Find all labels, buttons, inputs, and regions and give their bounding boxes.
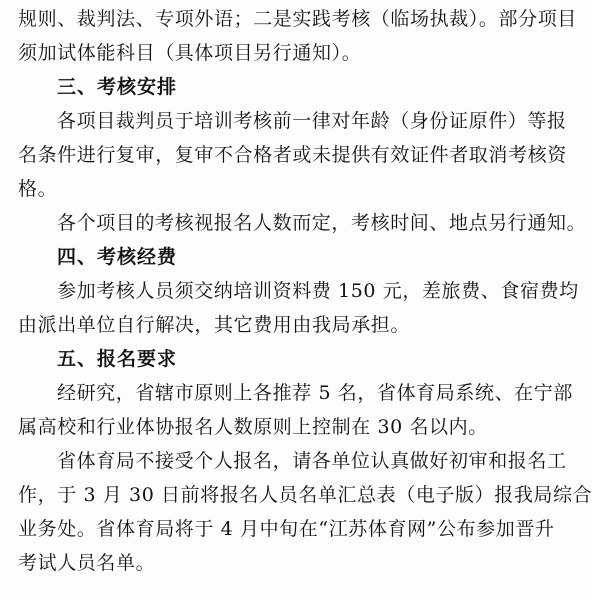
body-text-line: 须加试体能科目（具体项目另行通知）。 xyxy=(18,42,362,64)
body-text-line: 规则、裁判法、专项外语；二是实践考核（临场执裁）。部分项目 xyxy=(18,8,577,30)
body-text-line: 业务处。省体育局将于 4 月中旬在“江苏体育网”公布参加晋升 xyxy=(18,518,555,540)
body-text-line: 名条件进行复审，复审不合格者或未提供有效证件者取消考核资 xyxy=(18,144,567,166)
body-text-line: 格。 xyxy=(18,178,58,200)
body-text-line: 省体育局不接受个人报名，请各单位认真做好初审和报名工 xyxy=(57,450,567,472)
section-heading-registration: 五、报名要求 xyxy=(57,348,178,370)
section-heading-arrangement: 三、考核安排 xyxy=(57,76,178,98)
body-text-line: 属高校和行业体协报名人数原则上控制在 30 名以内。 xyxy=(18,416,488,438)
body-text-line: 作，于 3 月 30 日前将报名人员名单汇总表（电子版）报我局综合 xyxy=(18,484,592,506)
body-text-line: 经研究，省辖市原则上各推荐 5 名，省体育局系统、在宁部 xyxy=(57,382,573,404)
section-heading-expenses: 四、考核经费 xyxy=(57,246,178,268)
body-text-line: 各个项目的考核视报名人数而定，考核时间、地点另行通知。 xyxy=(57,212,587,234)
body-text-line: 参加考核人员须交纳培训资料费 150 元，差旅费、食宿费均 xyxy=(57,280,579,302)
body-text-line: 由派出单位自行解决，其它费用由我局承担。 xyxy=(18,314,411,336)
body-text-line: 考试人员名单。 xyxy=(18,552,156,574)
body-text-line: 各项目裁判员于培训考核前一律对年龄（身份证原件）等报 xyxy=(57,110,567,132)
